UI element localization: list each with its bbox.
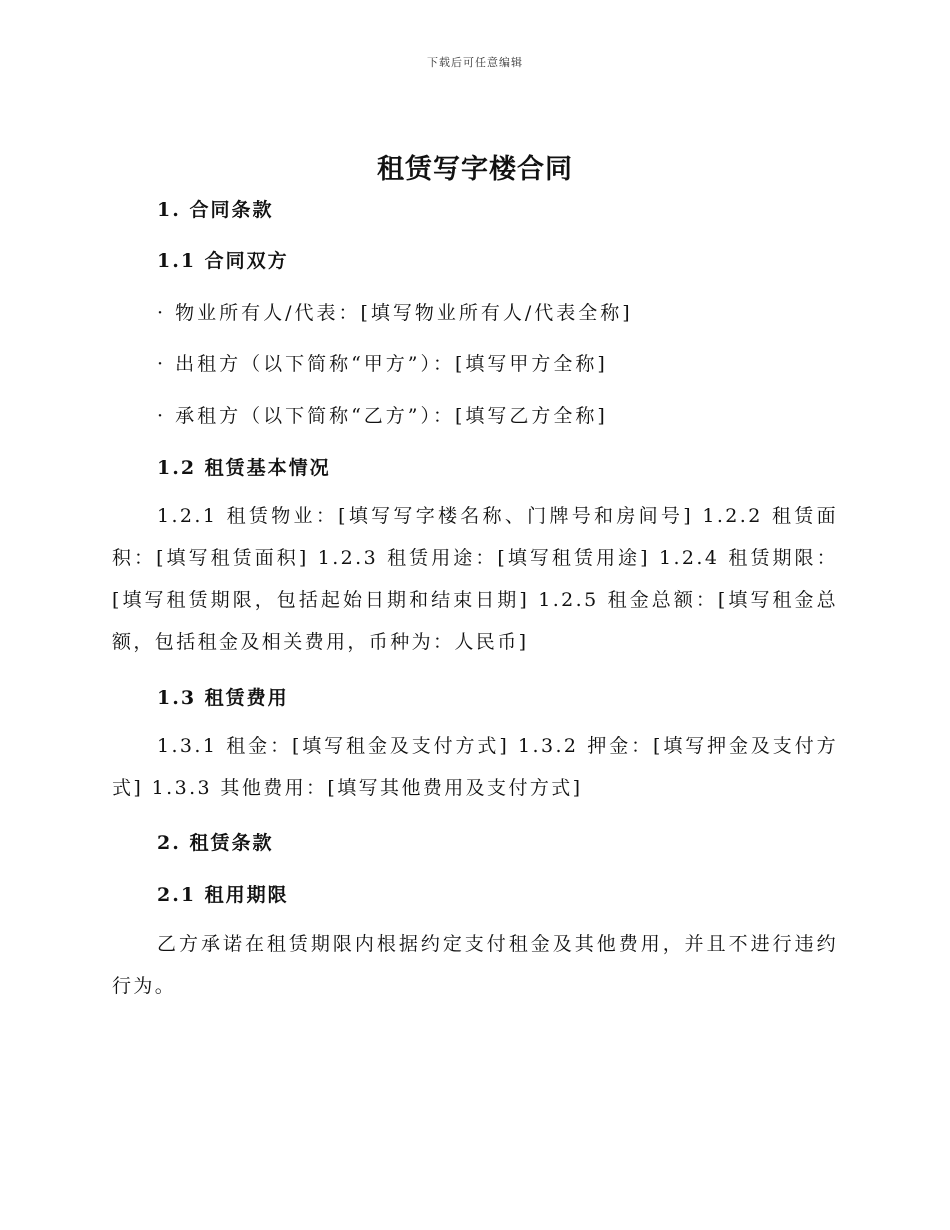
party-item-lessor: · 出租方（以下简称“甲方”）：[填写甲方全称] [157,353,608,375]
section-heading-1-2: 1.2 租赁基本情况 [157,457,331,479]
section-heading-2: 2. 租赁条款 [157,832,274,854]
document-title: 租赁写字楼合同 [377,154,573,185]
party-item-lessee: · 承租方（以下简称“乙方”）：[填写乙方全称] [157,405,608,427]
header-note: 下载后可任意编辑 [427,56,523,69]
section-heading-2-1: 2.1 租用期限 [157,884,289,906]
section-heading-1: 1. 合同条款 [157,199,274,221]
section-heading-1-1: 1.1 合同双方 [157,250,289,272]
lease-basic-info-paragraph: 1.2.1 租赁物业：[填写写字楼名称、门牌号和房间号] 1.2.2 租赁面积：[填写租赁面积] 1.2.3 租赁用途：[填写租赁用途] 1.2.4 租赁期限：[填写租赁期限，包括起始日期和结束日期] 1.2.5 租金总额：[填写租金总额，包括租金及相关费用，币种为：人民币] [112,505,838,653]
lease-fees-paragraph: 1.3.1 租金：[填写租金及支付方式] 1.3.2 押金：[填写押金及支付方式] 1.3.3 其他费用：[填写其他费用及支付方式] [112,735,838,799]
lease-term-paragraph: 乙方承诺在租赁期限内根据约定支付租金及其他费用，并且不进行违约行为。 [112,933,838,997]
section-heading-1-3: 1.3 租赁费用 [157,687,289,709]
party-item-owner: · 物业所有人/代表：[填写物业所有人/代表全称] [157,302,633,324]
